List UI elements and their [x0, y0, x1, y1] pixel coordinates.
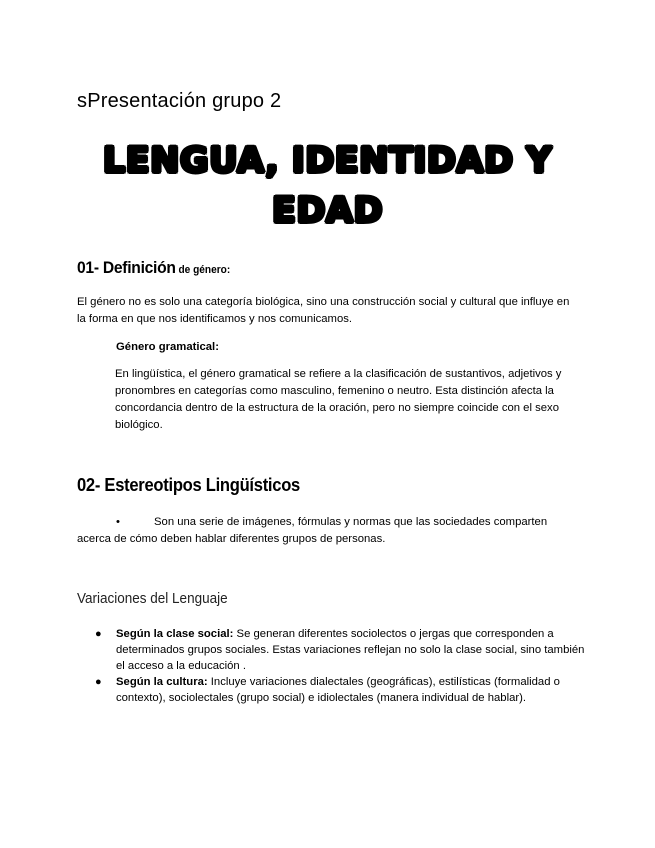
section1-subtext: En lingüística, el género gramatical se refiere a la clasificación de sustantivos, adjetivos y pronombres en categorías como masculino, femenino o neutro. Esta distinción afecta la concordancia dentro de la estructura de la oración, pero no siempre coincide con el sexo biológico. — [115, 368, 562, 431]
title-line-2: EDAD — [271, 191, 384, 231]
list-item — [95, 626, 585, 674]
bullet-icon: ● — [95, 676, 102, 688]
document-subtitle: sPresentación grupo 2 — [77, 90, 282, 112]
section1-subheading: Género gramatical: — [116, 341, 219, 353]
section1-heading — [77, 258, 230, 278]
list-item-text: Se generan diferentes sociolectos o jergas que corresponden a determinados grupos sociales. Estas variaciones reflejan no solo la clase social, sino también el acceso a la educación . — [116, 628, 585, 672]
title-line-1: LENGUA, IDENTIDAD Y — [102, 141, 553, 181]
document-title — [0, 136, 655, 236]
section2-bullet: • — [116, 516, 120, 528]
section1-heading-main: 01- Definición — [77, 258, 176, 277]
bullet-icon: ● — [95, 628, 102, 640]
variations-list — [95, 626, 585, 706]
list-item-text: Incluye variaciones dialectales (geográficas), estilísticas (formalidad o contexto), sociolectales (grupo social) e idiolectales (manera individual de hablar). — [116, 676, 560, 704]
list-item-label: Según la clase social: — [116, 628, 234, 640]
list-item — [95, 674, 585, 706]
section1-heading-small: de género: — [175, 264, 231, 276]
section1-intro: El género no es solo una categoría biológica, sino una construcción social y cultural que influye en la forma en que nos identificamos y nos comunicamos. — [77, 296, 570, 325]
section2-paragraph — [77, 514, 577, 548]
section2-heading: 02- Estereotipos Lingüísticos — [77, 475, 300, 495]
section3-heading: Variaciones del Lenguaje — [77, 590, 228, 607]
list-item-label: Según la cultura: — [116, 676, 208, 688]
section2-text: Son una serie de imágenes, fórmulas y normas que las sociedades comparten acerca de cómo deben hablar diferentes grupos de personas. — [77, 516, 548, 545]
